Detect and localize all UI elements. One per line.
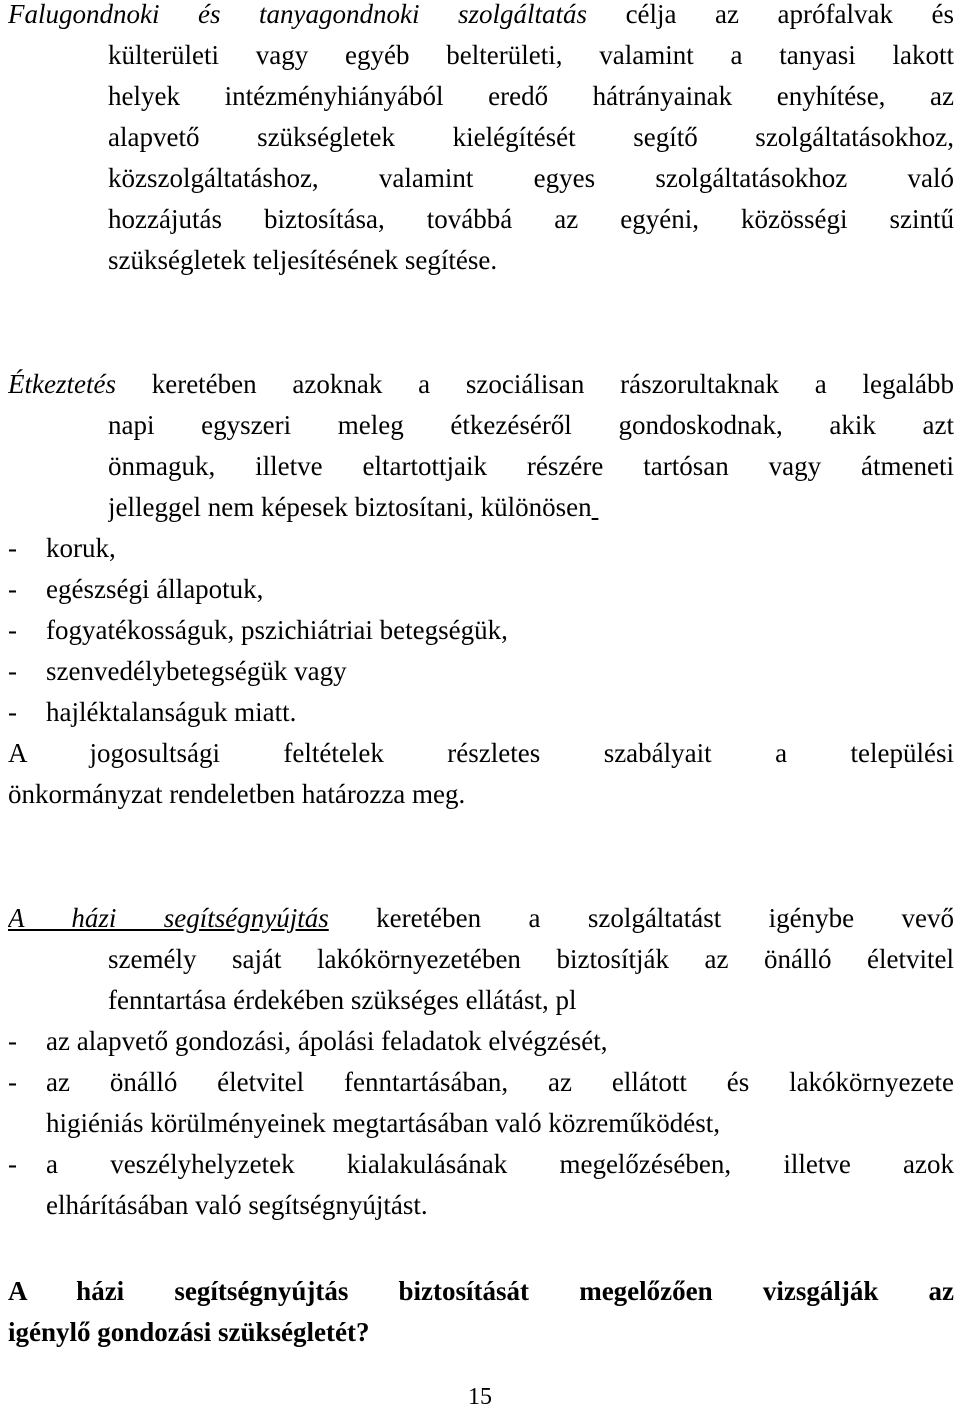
list-item: - a veszélyhelyzetek kialakulásának megelőzésében, illetve azok <box>8 1149 954 1179</box>
para1-line-1: Falugondnoki és tanyagondnoki szolgáltatás célja az aprófalvak és <box>8 0 954 29</box>
para3-line-1: A házi segítségnyújtás keretében a szolgáltatást igénybe vevő <box>8 903 954 933</box>
para2-closing-1: A jogosultsági feltételek részletes szabályait a települési <box>8 738 954 768</box>
para2-line-4: jelleggel nem képesek biztosítani, különösen <box>108 492 592 522</box>
term-falugondnoki: Falugondnoki és tanyagondnoki szolgáltatás <box>8 0 588 29</box>
list-item: - hajléktalanságuk miatt. <box>8 697 297 727</box>
term-hazi-segitsegnyujtas: A házi segítségnyújtás <box>8 903 329 933</box>
para1-line-3: helyek intézményhiányából eredő hátrányainak enyhítése, az <box>108 81 954 111</box>
para1-line-5: közszolgáltatáshoz, valamint egyes szolgáltatásokhoz való <box>108 163 954 193</box>
term-etkeztetes: Étkeztetés <box>8 369 116 399</box>
question-line-2: igénylő gondozási szükségletét? <box>8 1317 370 1347</box>
para2-line-1: Étkeztetés keretében azoknak a szociálisan rászorultaknak a legalább <box>8 369 954 399</box>
list-item: - egészségi állapotuk, <box>8 574 264 604</box>
list-item-continuation: elhárításában való segítségnyújtást. <box>46 1190 428 1220</box>
para3-line-2: személy saját lakókörnyezetében biztosítják az önálló életvitel <box>108 944 954 974</box>
para3-line-3: fenntartása érdekében szükséges ellátást, pl <box>108 985 577 1015</box>
para2-line-3: önmaguk, illetve eltartottjaik részére tartósan vagy átmeneti <box>108 451 954 481</box>
para1-line-4: alapvető szükségletek kielégítését segítő szolgáltatásokhoz, <box>108 122 954 152</box>
list-item: - fogyatékosságuk, pszichiátriai betegségük, <box>8 615 508 645</box>
list-item: - az önálló életvitel fenntartásában, az ellátott és lakókörnyezete <box>8 1067 954 1097</box>
para2-line-2: napi egyszeri meleg étkezéséről gondoskodnak, akik azt <box>108 410 954 440</box>
para1-line-6: hozzájutás biztosítása, továbbá az egyéni, közösségi szintű <box>108 204 954 234</box>
list-item-continuation: higiéniás körülményeinek megtartásában való közreműködést, <box>46 1108 721 1138</box>
para1-line-7: szükségletek teljesítésének segítése. <box>108 245 498 275</box>
list-item: - az alapvető gondozási, ápolási feladatok elvégzését, <box>8 1026 608 1056</box>
list-item: - koruk, <box>8 533 116 563</box>
para2-closing-2: önkormányzat rendeletben határozza meg. <box>8 779 466 809</box>
page-number: 15 <box>468 1384 492 1410</box>
list-item: - szenvedélybetegségük vagy <box>8 656 347 686</box>
question-line-1: A házi segítségnyújtás biztosítását megelőzően vizsgálják az <box>8 1276 954 1306</box>
para1-line-2: külterületi vagy egyéb belterületi, valamint a tanyasi lakott <box>108 40 954 70</box>
